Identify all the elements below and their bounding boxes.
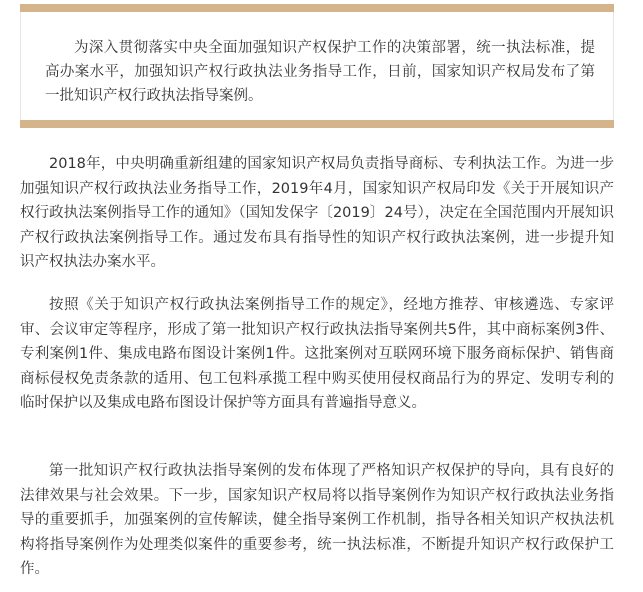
- intro-paragraph: 为深入贯彻落实中央全面加强知识产权保护工作的决策部署，统一执法标准，提高办案水平，加强知识产权行政执法业务指导工作，日前，国家知识产权局发布了第一批知识产权行政执法指导案例。: [45, 40, 595, 104]
- body-paragraph-2: 按照《关于知识产权行政执法案例指导工作的规定》，经地方推荐、审核遴选、专家评审、会议审定等程序，形成了第一批知识产权行政执法指导案例共5件，其中商标案例3件、专利案例1件、集成电路布图设计案例1件。这批案例对互联网环境下服务商标保护、销售商商标侵权免责条款的适用、包工包料承揽工程中购买使用侵权商品行为的界定、发明专利的临时保护以及集成电路布图设计保护等方面具有普遍指导意义。: [20, 297, 614, 412]
- callout-bottom-bar: [20, 120, 614, 128]
- body-paragraph-3: 第一批知识产权行政执法指导案例的发布体现了严格知识产权保护的导向，具有良好的法律效果与社会效果。下一步，国家知识产权局将以指导案例作为知识产权行政执法业务指导的重要抓手，加强案例的宣传解读，健全指导案例工作机制，指导各相关知识产权执法机构将指导案例作为处理类似案件的重要参考，统一执法标准，不断提升知识产权行政保护工作。: [20, 463, 614, 578]
- callout-top-bar: [20, 4, 614, 12]
- intro-callout: [20, 4, 614, 128]
- body-paragraph-1: 2018年，中央明确重新组建的国家知识产权局负责指导商标、专利执法工作。为进一步加强知识产权行政执法业务指导工作，2019年4月，国家知识产权局印发《关于开展知识产权行政执法案例指导工作的通知》（国知发保字〔2019〕24号），决定在全国范围内开展知识产权行政执法案例指导工作。通过发布具有指导性的知识产权行政执法案例，进一步提升知识产权执法办案水平。: [20, 156, 614, 271]
